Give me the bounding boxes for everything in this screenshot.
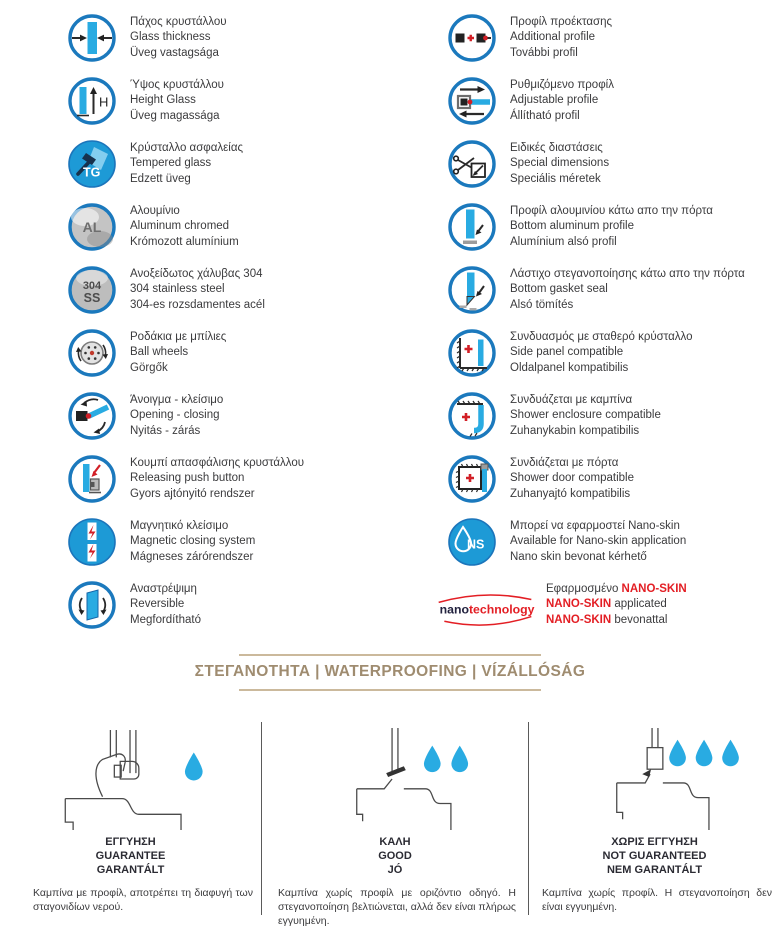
profile-horizontal-guide-diagram	[300, 728, 490, 831]
water-drop	[451, 746, 468, 772]
feature-label-en: Glass thickness	[130, 31, 211, 44]
nano-skin-icon	[447, 517, 497, 567]
feature-label-hu: Alsó tömítés	[510, 298, 574, 311]
legend-column-right	[439, 13, 779, 647]
profile-none-diagram	[560, 728, 750, 831]
waterproofing-columns	[0, 722, 780, 927]
feature-label-en: Side panel compatible	[510, 346, 624, 359]
svg-text:TG: TG	[83, 165, 101, 180]
water-drop	[184, 753, 202, 781]
feature-label-en: Reversible	[130, 598, 185, 611]
feature-label-hu: Nyitás - zárás	[130, 424, 201, 437]
magnetic-closing-icon	[67, 517, 117, 567]
stainless-steel-304-icon	[67, 265, 117, 315]
feature-label-el: Άνοιγμα - κλείσιμο	[130, 394, 224, 406]
feature-label-el: Προφίλ αλουμινίου κάτω απο την πόρτα	[510, 205, 713, 217]
feature-label-en: Bottom aluminum profile	[510, 220, 634, 233]
side-panel-compatible-icon	[447, 328, 497, 378]
feature-item	[67, 580, 399, 630]
svg-text:H: H	[99, 94, 109, 110]
shower-door-compatible-icon	[447, 454, 497, 504]
feature-label-el: Ανοξείδωτος χάλυβας 304	[130, 268, 263, 280]
wp-label-en: GUARANTEE	[95, 850, 166, 862]
svg-text:SS: SS	[83, 291, 101, 305]
reversible-icon	[67, 580, 117, 630]
svg-text:nanotechnology	[440, 603, 535, 617]
feature-item	[67, 202, 399, 252]
water-drop	[722, 740, 739, 766]
waterproofing-col-not-guaranteed	[528, 722, 780, 915]
feature-item	[447, 391, 779, 441]
divider-line	[239, 654, 541, 656]
feature-label-el: Ρυθμιζόμενο προφίλ	[510, 79, 614, 91]
feature-label-en: Releasing push button	[130, 472, 245, 485]
feature-item	[447, 517, 779, 567]
wp-label-en: NOT GUARANTEED	[602, 850, 707, 862]
feature-label-el: Προφίλ προέκτασης	[510, 16, 613, 28]
feature-item	[447, 202, 779, 252]
feature-label-hu: Speciális méretek	[510, 172, 601, 185]
feature-label-en: Shower door compatible	[510, 472, 635, 485]
feature-label-el: Αναστρέψιμη	[130, 583, 197, 595]
feature-label-hu: Zuhanykabin kompatibilis	[510, 424, 640, 437]
feature-item	[67, 265, 399, 315]
wp-label-el: ΧΩΡΙΣ ΕΓΓΥΗΣΗ	[611, 836, 698, 848]
water-drop	[669, 740, 686, 766]
feature-label-el: Μπορεί να εφαρμοστεί Nano-skin	[510, 520, 680, 532]
releasing-push-button-icon	[67, 454, 117, 504]
bottom-aluminum-profile-icon	[447, 202, 497, 252]
feature-label-hu: Görgők	[130, 361, 168, 374]
feature-label-hu: Nano skin bevonat kérhető	[510, 550, 647, 563]
feature-label-el: Ροδάκια με μπίλιες	[130, 331, 227, 343]
shower-enclosure-compatible-icon	[447, 391, 497, 441]
feature-item	[447, 328, 779, 378]
legend-column-left	[67, 13, 399, 643]
feature-label-en: 304 stainless steel	[130, 283, 225, 296]
ball-wheels-icon	[67, 328, 117, 378]
feature-label-el: Συνδυασμός με σταθερό κρύσταλλο	[510, 331, 693, 343]
wp-label-hu: JÓ	[387, 864, 403, 876]
feature-label-el: Κουμπί απασφάλισης κρυστάλλου	[130, 457, 305, 469]
feature-label-hu: Megfordítható	[130, 613, 201, 626]
feature-label-hu: További profil	[510, 46, 578, 59]
feature-label-en: Bottom gasket seal	[510, 283, 608, 296]
feature-label-hu: Edzett üveg	[130, 172, 191, 185]
glass-height-icon	[67, 76, 117, 126]
wp-label-hu: GARANTÁLT	[96, 864, 165, 876]
feature-label-en: Shower enclosure compatible	[510, 409, 661, 422]
opening-closing-icon	[67, 391, 117, 441]
feature-label-en: Tempered glass	[130, 157, 212, 170]
feature-label-hu: Mágneses zárórendszer	[130, 550, 254, 563]
bottom-gasket-seal-icon	[447, 265, 497, 315]
wp-description: Καμπίνα χωρίς προφίλ. Η στεγανοποίηση δεν είναι εγγυημένη.	[542, 887, 772, 913]
feature-label-el: Αλουμίνιο	[130, 205, 180, 217]
water-drop	[695, 740, 712, 766]
feature-label-en: Available for Nano-skin application	[510, 535, 687, 548]
feature-label-hu: Zuhanyajtó kompatibilis	[510, 487, 631, 500]
wp-label-hu: NEM GARANTÁLT	[606, 864, 703, 876]
feature-label-en: Aluminum chromed	[130, 220, 230, 233]
feature-item	[67, 13, 399, 63]
nano-skin-line: Εφαρμοσμένο NANO-SKIN	[546, 583, 687, 595]
nanotechnology-logo	[433, 584, 537, 634]
feature-label-hu: Üveg magassága	[130, 109, 220, 122]
special-dimensions-icon	[447, 139, 497, 189]
feature-label-el: Κρύσταλλο ασφαλείας	[130, 142, 244, 154]
feature-label-el: Λάστιχο στεγανοποίησης κάτω απο την πόρτα	[510, 268, 745, 280]
feature-label-hu: Alumínium alsó profil	[510, 235, 617, 248]
nano-skin-line: NANO-SKIN bevonattal	[546, 613, 668, 626]
feature-item	[67, 391, 399, 441]
aluminum-chromed-icon	[67, 202, 117, 252]
feature-label-en: Opening - closing	[130, 409, 220, 422]
feature-label-hu: 304-es rozsdamentes acél	[130, 298, 265, 311]
profile-with-frame-diagram	[36, 728, 226, 831]
wp-description: Καμπίνα χωρίς προφίλ με οριζόντιο οδηγό. Η στεγανοποίηση βελτιώνεται, αλλά δεν είναι πλήρως εγγυημένη.	[278, 887, 516, 927]
feature-label-en: Special dimensions	[510, 157, 610, 170]
feature-item	[67, 517, 399, 567]
logo-text-nano: nano	[439, 602, 469, 617]
feature-item	[67, 328, 399, 378]
waterproofing-col-good	[261, 722, 528, 927]
tempered-glass-icon	[67, 139, 117, 189]
feature-item	[67, 139, 399, 189]
feature-label-hu: Állítható profil	[510, 109, 580, 122]
feature-label-el: Συνδιάζεται με πόρτα	[510, 457, 619, 469]
svg-text:304: 304	[82, 280, 102, 292]
additional-profile-icon	[447, 13, 497, 63]
logo-text-technology: technology	[468, 602, 535, 617]
feature-item	[447, 76, 779, 126]
feature-label-hu: Oldalpanel kompatibilis	[510, 361, 629, 374]
feature-label-hu: Krómozott alumínium	[130, 235, 239, 248]
feature-item	[447, 139, 779, 189]
feature-label-en: Height Glass	[130, 94, 196, 107]
feature-item	[447, 265, 779, 315]
feature-label-hu: Gyors ajtónyitó rendszer	[130, 487, 255, 500]
feature-item	[447, 13, 779, 63]
section-title: ΣΤΕΓΑΝΟΤΗΤΑ | WATERPROOFING | VÍZÁLLÓSÁG	[194, 663, 586, 680]
feature-label-el: Μαγνητικό κλείσιμο	[130, 520, 229, 532]
water-drop	[424, 746, 441, 772]
feature-label-el: Ειδικές διαστάσεις	[510, 142, 603, 154]
waterproofing-col-guarantee	[0, 722, 261, 915]
wp-label-en: GOOD	[378, 850, 412, 862]
feature-item	[447, 454, 779, 504]
wp-label-el: ΕΓΓΥΗΣΗ	[105, 836, 156, 848]
feature-label-en: Additional profile	[510, 31, 596, 44]
feature-item	[67, 76, 399, 126]
waterproofing-header	[0, 654, 780, 691]
adjustable-profile-icon	[447, 76, 497, 126]
feature-label-el: Συνδυάζεται με καμπίνα	[510, 394, 633, 406]
feature-label-el: Πάχος κρυστάλλου	[130, 16, 227, 28]
svg-text:AL: AL	[82, 219, 102, 235]
glass-thickness-icon	[67, 13, 117, 63]
feature-item-nanoskin	[439, 580, 779, 634]
feature-label-en: Adjustable profile	[510, 94, 599, 107]
feature-label-en: Magnetic closing system	[130, 535, 256, 548]
svg-text:NS: NS	[467, 537, 485, 552]
nano-skin-line: NANO-SKIN applicated	[546, 598, 667, 611]
feature-item	[67, 454, 399, 504]
feature-label-el: Ύψος κρυστάλλου	[130, 79, 224, 91]
feature-label-en: Ball wheels	[130, 346, 189, 359]
wp-label-el: ΚΑΛΗ	[379, 836, 411, 848]
wp-description: Καμπίνα με προφίλ, αποτρέπει τη διαφυγή των σταγονιδίων νερού.	[33, 887, 253, 913]
feature-label-hu: Üveg vastagsága	[130, 46, 219, 59]
divider-line	[239, 689, 541, 691]
